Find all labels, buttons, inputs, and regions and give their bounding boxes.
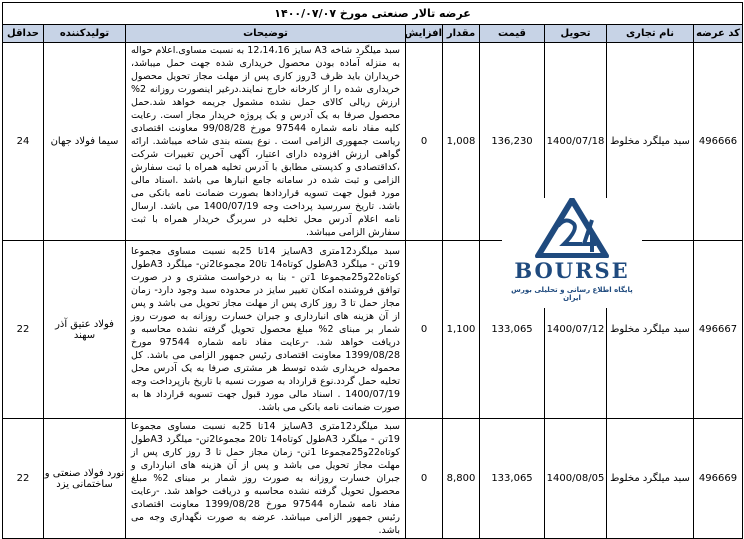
header-description: توضیحات	[126, 25, 406, 43]
header-amount: مقدار	[443, 25, 480, 43]
header-min: حداقل	[3, 25, 44, 43]
header-price: قیمت	[480, 25, 545, 43]
bourse-logo-icon	[502, 198, 642, 258]
header-row	[3, 25, 743, 43]
cell-description: سبد میلگرد12متری A3سایز 14تا 25به نسبت مساوی مجموعا 19تن - میلگرد A3طول کوتاه14 تا20 مجموعا2تن- میلگرد A3طول کوتاه22و25مجموعا 1تن - بنا به درخواست مشتری و در صورت توافق فروشنده امکان تغییر سایز در محدوده سبد وجود دارد- زمان مجاز حمل تا 3 روز کاری پس از مهلت مجاز تحویل می باشد و پس از آن هزینه های انبارداری و جبران خسارت روزانه به صورت روز شمار بر مبنای 2% مبلغ محصول تحویل گرفته نشده محاسبه و دریافت خواهد شد. -رعایت مفاد نامه شماره 97544 مورخ 1399/08/28 معاونت اقتصادی رئیس جمهور الزامی می باشد. کل محموله خریداری شده توسط هر مشتری صرفا به یک آدرس محل تخلیه حمل گردد.نوع قرارداد به صورت نسیه با تاریخ بازپرداخت وجه 1400/07/19 . اسناد مالی مورد قبول جهت تسویه قرارداد ها به صورت ضمانت نامه بانکی می باشد.	[126, 241, 406, 419]
cell-name: سبد میلگرد مخلوط	[607, 43, 694, 241]
watermark-subtitle: پایگاه اطلاع رسانی و تحلیلی بورس ایران	[511, 286, 633, 302]
table-row	[3, 419, 743, 539]
cell-delivery: 1400/07/18	[545, 43, 607, 241]
header-code: کد عرضه	[694, 25, 743, 43]
bourse-watermark	[502, 198, 642, 308]
cell-price: 133,065	[480, 241, 545, 419]
cell-delivery: 1400/07/12	[545, 241, 607, 419]
watermark-word: BOURSE	[514, 258, 630, 283]
cell-name: سبد میلگرد مخلوط	[607, 419, 694, 539]
cell-code: 496666	[694, 43, 743, 241]
header-producer: تولیدکننده	[44, 25, 126, 43]
header-increase: افزایش	[406, 25, 443, 43]
cell-amount: 1,008	[443, 43, 480, 241]
cell-min: 24	[3, 43, 44, 241]
cell-price: 133,065	[480, 419, 545, 539]
offering-sheet	[2, 2, 742, 536]
cell-description: سبد میلگرد12متری A3سایز 14تا 25به نسبت مساوی مجموعا 19تن - میلگرد A3طول کوتاه14 تا20 مجموعا2تن- میلگرد A3طول کوتاه22و25مجموعا 1تن- زمان مجاز حمل تا 3 روز کاری پس از مهلت مجاز تحویل می باشد و پس از آن هزینه های انبارداری و جبران خسارت روزانه به صورت روز شمار بر مبنای 2% مبلغ محصول تحویل گرفته نشده محاسبه و دریافت خواهد شد. -رعایت مفاد نامه شماره 97544 مورخ 1399/08/28 معاونت اقتصادی رئیس جمهور الزامی میباشد. عرضه به صورت نگهداری وجه می باشد.	[126, 419, 406, 539]
header-name: نام تجاری	[607, 25, 694, 43]
cell-min: 22	[3, 241, 44, 419]
cell-name: سبد میلگرد مخلوط	[607, 241, 694, 419]
cell-delivery: 1400/08/05	[545, 419, 607, 539]
cell-amount: 8,800	[443, 419, 480, 539]
cell-producer: فولاد عتیق آذر سهند	[44, 241, 126, 419]
header-delivery: تحویل	[545, 25, 607, 43]
cell-amount: 1,100	[443, 241, 480, 419]
cell-producer: نورد فولاد صنعتی و ساختمانی یزد	[44, 419, 126, 539]
cell-increase: 0	[406, 43, 443, 241]
cell-min: 22	[3, 419, 44, 539]
cell-increase: 0	[406, 419, 443, 539]
cell-description: سبد میلگرد شاخه A3 سایز 12،14،16 به نسبت مساوی.اعلام حواله به منزله آماده بودن محصول خریداری شده جهت حمل میباشد، خریداران باید ظرف 3روز کاری پس از مهلت مجاز تحویل محصول خریداری شده را از کارخانه خارج نمایند.درغیر اینصورت روزانه 2% ارزش ریالی کالای حمل نشده مشمول جریمه خواهد شد.حمل محصول صرفا به یک آدرس و یک پروژه خریدار مجاز است. رعایت کلیه مفاد نامه شماره 97544 مورخ 99/08/28 معاونت اقتصادی ریاست جمهوری الزامی است . نوع بسته بندی شاخه میباشد. ارائه گواهی ارزش افزوده دارای اعتبار، آگهی آخرین تغییرات شرکت ،کداقتصادی و کدپستی مطابق با آدرس تخلیه همراه با ثبت سفارش الزامی و ثبت شده در سامانه جامع انبارها می باشد .اسناد مالی مورد قبول جهت تسویه قراردادها بصورت ضمانت نامه بانکی می باشد. تاریخ سررسید پرداخت وجه 1400/07/19 می باشد. ارسال نامه اعلام آدرس محل تخلیه در سربرگ خریدار همراه با ثبت سفارش الزامی میباشد.	[126, 43, 406, 241]
cell-increase: 0	[406, 241, 443, 419]
cell-code: 496669	[694, 419, 743, 539]
cell-price: 136,230	[480, 43, 545, 241]
cell-producer: سیما فولاد جهان	[44, 43, 126, 241]
table-title: عرضه تالار صنعتی مورخ ۱۴۰۰/۰۷/۰۷	[3, 3, 743, 25]
cell-code: 496667	[694, 241, 743, 419]
